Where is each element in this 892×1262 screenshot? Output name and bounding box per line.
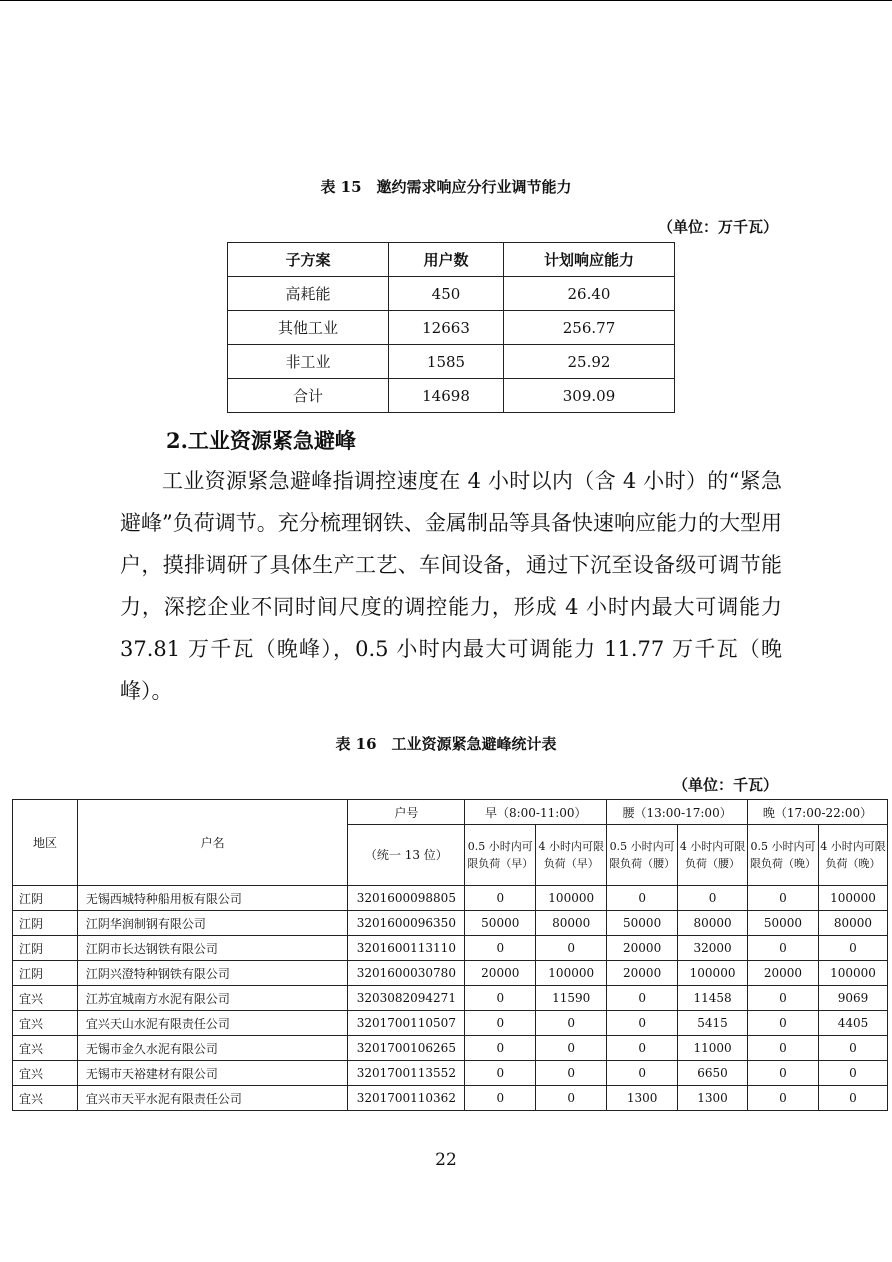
load-value-cell: 0 <box>536 1086 607 1111</box>
table16-header-row <box>13 800 888 825</box>
load-value-cell: 20000 <box>465 961 536 986</box>
region-cell: 宜兴 <box>13 1061 78 1086</box>
table-cell: 26.40 <box>504 277 675 311</box>
load-value-cell: 11000 <box>678 1036 748 1061</box>
section-paragraph: 工业资源紧急避峰指调控速度在 4 小时以内（含 4 小时）的“紧急避峰”负荷调节。充分梳理钢铁、金属制品等具备快速响应能力的大型用户，摸排调研了具体生产工艺、车间设备，通过下沉至设备级可调节能力，深挖企业不同时间尺度的调控能力，形成 4 小时内最大可调能力 37.81 万千瓦（晚峰），0.5 小时内最大可调能力 11.77 万千瓦（晚峰）。 <box>120 469 782 703</box>
region-cell: 宜兴 <box>13 1036 78 1061</box>
company-name-cell: 江阴华润制钢有限公司 <box>77 911 347 936</box>
load-value-cell: 11458 <box>678 986 748 1011</box>
load-value-cell: 5415 <box>678 1011 748 1036</box>
company-name-cell: 江苏宜城南方水泥有限公司 <box>77 986 347 1011</box>
table16-header-name: 户名 <box>77 800 347 886</box>
load-value-cell: 50000 <box>748 911 819 936</box>
load-value-cell: 0 <box>465 986 536 1011</box>
load-value-cell: 100000 <box>818 961 887 986</box>
load-value-cell: 0 <box>607 1011 678 1036</box>
load-value-cell: 0 <box>465 936 536 961</box>
load-value-cell: 0 <box>748 1086 819 1111</box>
load-value-cell: 0 <box>465 886 536 911</box>
top-border-line <box>0 0 892 1</box>
table16-body <box>13 886 888 1111</box>
load-value-cell: 0 <box>607 1061 678 1086</box>
load-value-cell: 100000 <box>678 961 748 986</box>
load-value-cell: 100000 <box>536 886 607 911</box>
table16-subheader-cell: 4 小时内可限负荷（腰） <box>678 825 748 886</box>
region-cell: 江阴 <box>13 886 78 911</box>
account-number-cell: 3201700106265 <box>348 1036 465 1061</box>
load-value-cell: 80000 <box>536 911 607 936</box>
region-cell: 宜兴 <box>13 1011 78 1036</box>
account-number-cell: 3201600030780 <box>348 961 465 986</box>
account-number-cell: 3201700110507 <box>348 1011 465 1036</box>
load-value-cell: 0 <box>748 986 819 1011</box>
load-value-cell: 100000 <box>536 961 607 986</box>
load-value-cell: 0 <box>536 1036 607 1061</box>
table16-subheader-cell: 4 小时内可限负荷（早） <box>536 825 607 886</box>
company-name-cell: 无锡西城特种船用板有限公司 <box>77 886 347 911</box>
load-value-cell: 0 <box>607 986 678 1011</box>
load-value-cell: 1300 <box>678 1086 748 1111</box>
table-cell: 450 <box>389 277 504 311</box>
region-cell: 江阴 <box>13 961 78 986</box>
table-cell: 12663 <box>389 311 504 345</box>
table15-title: 表 15 邀约需求响应分行业调节能力 <box>320 178 572 196</box>
company-name-cell: 江阴兴澄特种钢铁有限公司 <box>77 961 347 986</box>
load-value-cell: 0 <box>536 1061 607 1086</box>
table16-title: 表 16 工业资源紧急避峰统计表 <box>335 735 557 753</box>
company-name-cell: 江阴市长达钢铁有限公司 <box>77 936 347 961</box>
table-cell: 高耗能 <box>228 277 389 311</box>
section-heading: 2.工业资源紧急避峰 <box>166 428 356 453</box>
table-row <box>13 961 888 986</box>
load-value-cell: 0 <box>748 1011 819 1036</box>
table16-header-waist: 腰（13:00-17:00） <box>607 800 748 825</box>
table16-header-morning: 早（8:00-11:00） <box>465 800 607 825</box>
table-cell: 256.77 <box>504 311 675 345</box>
load-value-cell: 0 <box>678 886 748 911</box>
table16-header-account: 户号 <box>348 800 465 825</box>
table-row <box>13 1011 888 1036</box>
page-number: 22 <box>435 1150 457 1170</box>
account-number-cell: 3201600113110 <box>348 936 465 961</box>
table-row <box>228 277 675 311</box>
load-value-cell: 0 <box>748 1061 819 1086</box>
table-row <box>13 1036 888 1061</box>
load-value-cell: 80000 <box>818 911 887 936</box>
table-row <box>228 345 675 379</box>
load-value-cell: 50000 <box>465 911 536 936</box>
region-cell: 江阴 <box>13 911 78 936</box>
table15-header-cell: 子方案 <box>228 243 389 277</box>
company-name-cell: 无锡市金久水泥有限公司 <box>77 1036 347 1061</box>
load-value-cell: 0 <box>465 1036 536 1061</box>
load-value-cell: 32000 <box>678 936 748 961</box>
table-cell: 25.92 <box>504 345 675 379</box>
table16-header-region: 地区 <box>13 800 78 886</box>
table-cell: 309.09 <box>504 379 675 413</box>
load-value-cell: 0 <box>536 936 607 961</box>
account-number-cell: 3201600098805 <box>348 886 465 911</box>
table-row <box>13 911 888 936</box>
table16-unit: （单位：千瓦） <box>672 776 778 794</box>
table-cell: 1585 <box>389 345 504 379</box>
table16-header-account-sub: （统一 13 位） <box>348 825 465 886</box>
table15-header-cell: 用户数 <box>389 243 504 277</box>
load-value-cell: 0 <box>465 1061 536 1086</box>
load-value-cell: 100000 <box>818 886 887 911</box>
load-value-cell: 0 <box>818 936 887 961</box>
company-name-cell: 无锡市天裕建材有限公司 <box>77 1061 347 1086</box>
table-cell: 合计 <box>228 379 389 413</box>
account-number-cell: 3203082094271 <box>348 986 465 1011</box>
table16-subheader-cell: 4 小时内可限负荷（晚） <box>818 825 887 886</box>
load-value-cell: 6650 <box>678 1061 748 1086</box>
load-value-cell: 0 <box>748 886 819 911</box>
table16-subheader-cell: 0.5 小时内可限负荷（早） <box>465 825 536 886</box>
table-row <box>13 986 888 1011</box>
load-value-cell: 0 <box>748 1036 819 1061</box>
load-value-cell: 0 <box>818 1086 887 1111</box>
table16-subheader-cell: 0.5 小时内可限负荷（晚） <box>748 825 819 886</box>
load-value-cell: 0 <box>607 1036 678 1061</box>
region-cell: 宜兴 <box>13 986 78 1011</box>
region-cell: 宜兴 <box>13 1086 78 1111</box>
load-value-cell: 4405 <box>818 1011 887 1036</box>
table-row <box>228 379 675 413</box>
table-cell: 其他工业 <box>228 311 389 345</box>
load-value-cell: 0 <box>465 1086 536 1111</box>
table-row <box>13 936 888 961</box>
table-row <box>13 1061 888 1086</box>
table15-header-cell: 计划响应能力 <box>504 243 675 277</box>
load-value-cell: 0 <box>607 886 678 911</box>
account-number-cell: 3201700110362 <box>348 1086 465 1111</box>
table16-header-evening: 晚（17:00-22:00） <box>748 800 888 825</box>
table15-header-row <box>228 243 675 277</box>
table15-body <box>228 277 675 413</box>
table-row <box>13 1086 888 1111</box>
load-value-cell: 50000 <box>607 911 678 936</box>
account-number-cell: 3201600096350 <box>348 911 465 936</box>
region-cell: 江阴 <box>13 936 78 961</box>
load-value-cell: 9069 <box>818 986 887 1011</box>
load-value-cell: 11590 <box>536 986 607 1011</box>
load-value-cell: 0 <box>465 1011 536 1036</box>
table16-subheader-cell: 0.5 小时内可限负荷（腰） <box>607 825 678 886</box>
table-row <box>228 311 675 345</box>
account-number-cell: 3201700113552 <box>348 1061 465 1086</box>
load-value-cell: 0 <box>536 1011 607 1036</box>
load-value-cell: 20000 <box>607 961 678 986</box>
table15 <box>227 242 675 413</box>
table-row <box>13 886 888 911</box>
load-value-cell: 1300 <box>607 1086 678 1111</box>
load-value-cell: 0 <box>748 936 819 961</box>
company-name-cell: 宜兴市天平水泥有限责任公司 <box>77 1086 347 1111</box>
company-name-cell: 宜兴天山水泥有限责任公司 <box>77 1011 347 1036</box>
table16 <box>12 799 888 1111</box>
table-cell: 非工业 <box>228 345 389 379</box>
load-value-cell: 80000 <box>678 911 748 936</box>
load-value-cell: 0 <box>818 1061 887 1086</box>
table-cell: 14698 <box>389 379 504 413</box>
load-value-cell: 20000 <box>748 961 819 986</box>
load-value-cell: 0 <box>818 1036 887 1061</box>
table15-unit: （单位：万千瓦） <box>657 218 778 236</box>
load-value-cell: 20000 <box>607 936 678 961</box>
